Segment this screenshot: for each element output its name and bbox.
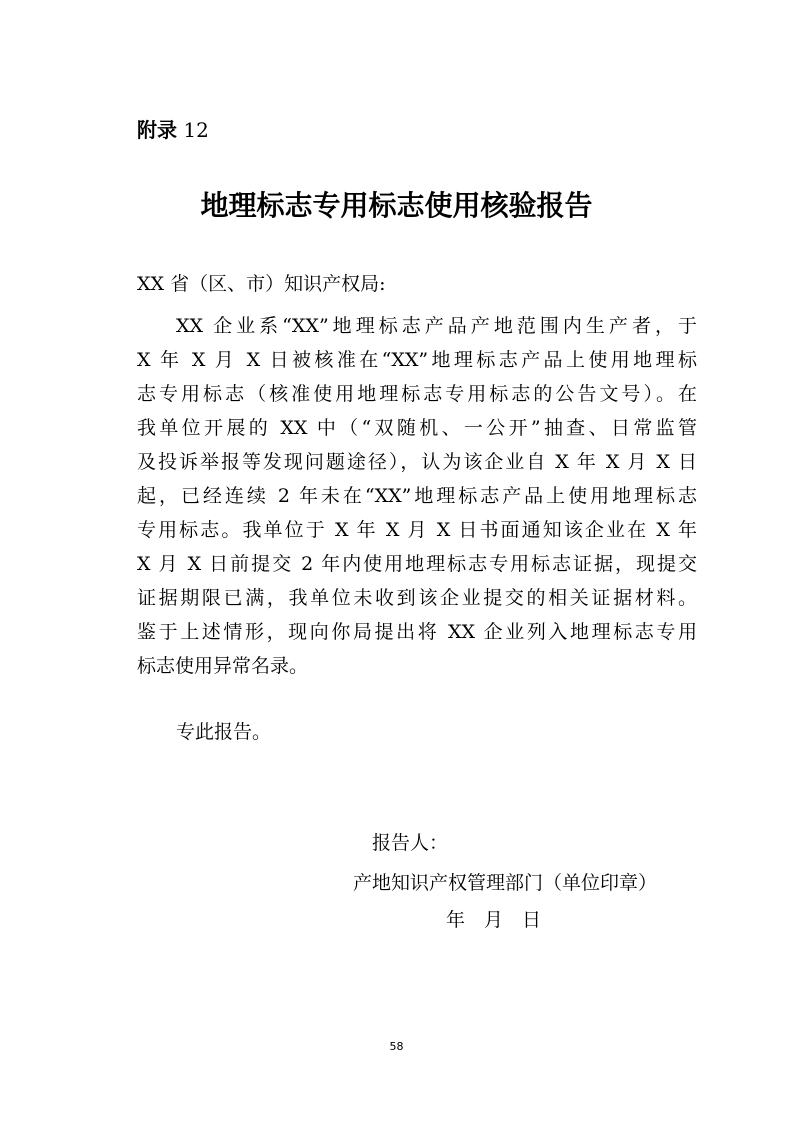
body-paragraph-line: X 月 X 日前提交 2 年内使用地理标志专用标志证据，现提交 bbox=[137, 553, 697, 575]
closing-remark: 专此报告。 bbox=[176, 721, 272, 743]
body-paragraph-line: X 年 X 月 X 日被核准在“XX”地理标志产品上使用地理标 bbox=[137, 349, 697, 371]
date-line: 年 月 日 bbox=[446, 909, 542, 931]
reporter-label: 报告人： bbox=[372, 832, 449, 854]
body-paragraph-line: XX 企业系“XX”地理标志产品产地范围内生产者，于 bbox=[176, 315, 697, 337]
body-paragraph-line: 鉴于上述情形，现向你局提出将 XX 企业列入地理标志专用 bbox=[137, 621, 697, 643]
body-paragraph-line: 我单位开展的 XX 中（“双随机、一公开”抽查、日常监管 bbox=[137, 417, 697, 439]
department-seal-line: 产地知识产权管理部门（单位印章） bbox=[353, 872, 658, 894]
body-paragraph-line: 证据期限已满，我单位未收到该企业提交的相关证据材料。 bbox=[137, 587, 697, 609]
appendix-label-text: 附录 bbox=[137, 118, 177, 142]
document-title: 地理标志专用标志使用核验报告 bbox=[200, 189, 593, 222]
body-paragraph-line: 专用标志。我单位于 X 年 X 月 X 日书面通知该企业在 X 年 bbox=[137, 519, 697, 541]
body-paragraph-line: 及投诉举报等发现问题途径），认为该企业自 X 年 X 月 X 日 bbox=[137, 451, 697, 473]
appendix-label bbox=[137, 116, 209, 144]
page-number: 58 bbox=[389, 1040, 404, 1053]
body-paragraph-line: 志专用标志（核准使用地理标志专用标志的公告文号）。在 bbox=[137, 383, 697, 405]
body-paragraph-line: 起，已经连续 2 年未在“XX”地理标志产品上使用地理标志 bbox=[137, 485, 697, 507]
body-paragraph-line: 标志使用异常名录。 bbox=[137, 655, 309, 677]
addressee: XX 省（区、市）知识产权局: bbox=[137, 273, 386, 295]
appendix-number: 12 bbox=[183, 118, 209, 142]
